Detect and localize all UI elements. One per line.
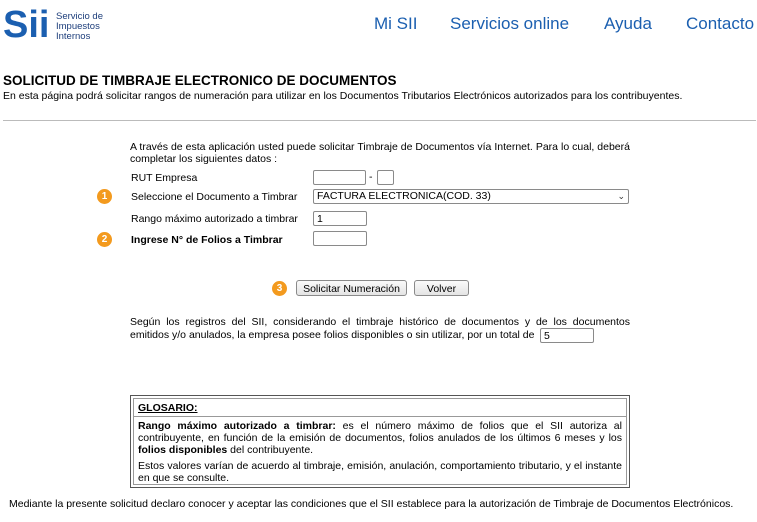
nav-ayuda[interactable]: Ayuda	[604, 14, 652, 33]
step-2-badge: 2	[97, 232, 112, 247]
glossary-content	[133, 398, 627, 485]
glossary-definition-text-1: es el número máximo de folios que el SII autoriza al contribuyente, en función de la emisión de documentos, folios anulados de los últimos 6 meses y los	[138, 420, 622, 444]
solicitar-numeracion-button[interactable]: Solicitar Numeración	[296, 280, 407, 296]
glossary-definition	[138, 420, 622, 456]
rut-label: RUT Empresa	[131, 172, 198, 184]
footer-declaration: Mediante la presente solicitud declaro conocer y aceptar las condiciones que el SII establece para la autorización de Timbraje de Documentos Electrónicos.	[9, 498, 734, 510]
folios-input[interactable]	[313, 231, 367, 246]
page-subtitle: En esta página podrá solicitar rangos de numeración para utilizar en los Documentos Tributarios Electrónicos autorizados para los contribuyentes.	[3, 90, 683, 102]
chevron-down-icon: ⌄	[617, 191, 625, 201]
rut-dv-input[interactable]	[377, 170, 394, 185]
rango-input[interactable]	[313, 211, 367, 226]
folios-total-field	[540, 328, 594, 343]
logo-line: Servicio de	[56, 11, 103, 22]
glossary-divider	[134, 416, 626, 417]
page-title: SOLICITUD DE TIMBRAJE ELECTRONICO DE DOCUMENTOS	[3, 73, 397, 88]
divider	[3, 120, 756, 121]
folios-info-text: Según los registros del SII, considerando el timbraje histórico de documentos y de los documentos emitidos y/o anulados, la empresa posee folios disponibles o sin utilizar, por un total de	[130, 316, 630, 341]
step-3-badge: 3	[272, 281, 287, 296]
nav-contacto[interactable]: Contacto	[686, 14, 755, 33]
form-intro: A través de esta aplicación usted puede solicitar Timbraje de Documentos vía Internet. Para lo cual, deberá completar los siguientes datos :	[130, 141, 630, 165]
glossary-definition-text-2: del contribuyente.	[227, 444, 314, 456]
rut-dash: -	[369, 171, 373, 183]
rut-input[interactable]	[313, 170, 366, 185]
nav-mi-sii[interactable]: Mi SII	[374, 14, 418, 33]
volver-button[interactable]: Volver	[414, 280, 469, 296]
documento-selected-value: FACTURA ELECTRONICA(COD. 33)	[317, 190, 491, 202]
nav-servicios-online[interactable]: Servicios online	[450, 14, 570, 33]
site-header	[0, 0, 757, 48]
main-nav	[0, 11, 757, 36]
folios-label: Ingrese N° de Folios a Timbrar	[131, 234, 283, 246]
glossary-box	[130, 395, 630, 488]
svg-text:Sii: Sii	[3, 4, 50, 43]
glossary-heading: GLOSARIO:	[138, 402, 198, 414]
logo-line: Impuestos	[56, 21, 100, 32]
documento-label: Seleccione el Documento a Timbrar	[131, 191, 298, 203]
logo-line: Internos	[56, 31, 91, 42]
glossary-term: Rango máximo autorizado a timbrar:	[138, 420, 336, 432]
documento-select[interactable]	[313, 189, 629, 204]
glossary-note: Estos valores varían de acuerdo al timbraje, emisión, anulación, comportamiento tributario, y el instante en que se consulte.	[138, 460, 622, 484]
rango-label: Rango máximo autorizado a timbrar	[131, 213, 298, 225]
step-1-badge: 1	[97, 189, 112, 204]
glossary-term-2: folios disponibles	[138, 444, 228, 456]
